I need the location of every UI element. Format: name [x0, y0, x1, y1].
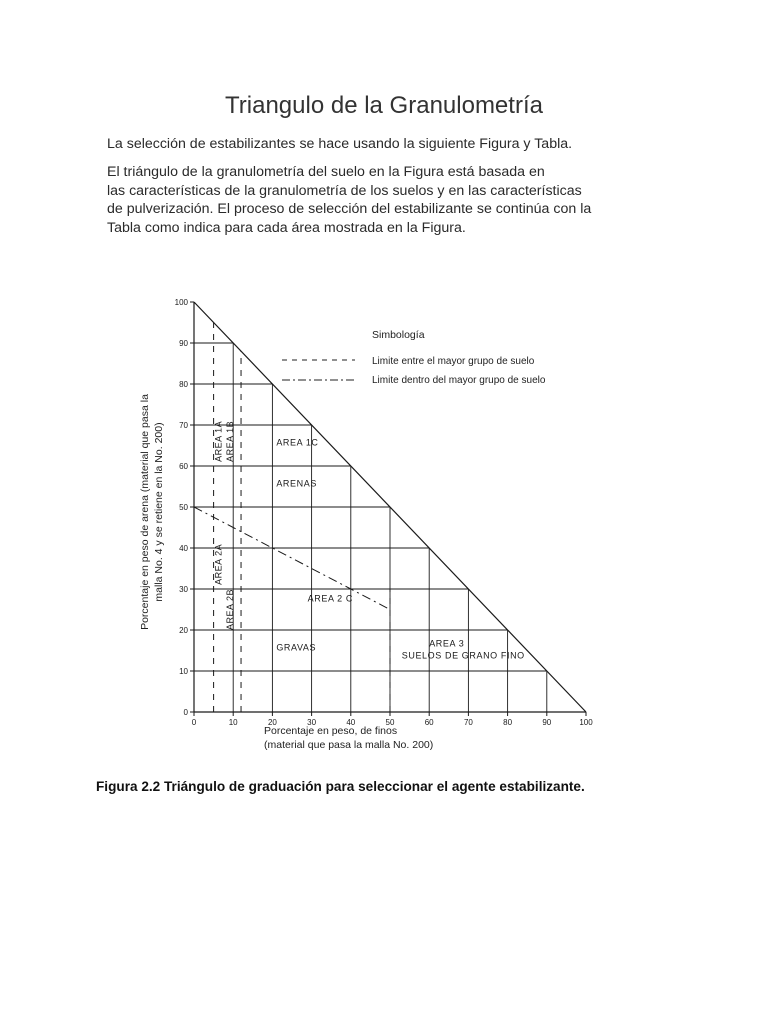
legend-title: Simbología [372, 329, 425, 341]
area-label: AREA 1C [276, 437, 319, 448]
intro-paragraph [107, 135, 667, 154]
area-boundaries [194, 323, 390, 713]
y-tick-label: 30 [179, 585, 188, 594]
x-tick-label: 90 [542, 718, 552, 727]
x-tick-label: 20 [267, 718, 277, 727]
description-line: las características de la granulometría de los suelos y en las características [107, 182, 582, 199]
y-tick-label: 80 [179, 380, 188, 389]
y-tick-label: 40 [179, 544, 188, 553]
x-tick-label: 60 [424, 718, 434, 727]
intro-paragraph-line: La selección de estabilizantes se hace usando la siguiente Figura y Tabla. [107, 136, 573, 152]
y-tick-label: 50 [179, 503, 188, 512]
area-label: AREA 2A [213, 543, 224, 585]
area-label: AREA 2 C [307, 593, 354, 604]
x-tick-label: 30 [307, 718, 317, 727]
y-axis-title-line: Porcentaje en peso de arena (material que pasa la [139, 394, 151, 630]
x-axis-title-line: Porcentaje en peso, de finos [264, 725, 398, 737]
description-line: El triángulo de la granulometría del suelo en la Figura está basada en [107, 164, 545, 180]
y-tick-label: 90 [179, 339, 188, 348]
area-label: AREA 2B [225, 588, 236, 631]
y-axis-title-line: malla No. 4 y se retiene en la No. 200) [153, 422, 165, 602]
x-tick-label: 80 [503, 718, 513, 727]
description-paragraph [107, 163, 667, 237]
y-tick-label: 70 [179, 421, 188, 430]
x-tick-label: 100 [579, 718, 593, 727]
area-label: AREA 1A [213, 420, 224, 462]
area-label: AREA 3 [429, 638, 465, 649]
x-tick-label: 0 [191, 718, 197, 727]
x-tick-label: 40 [346, 718, 356, 727]
y-tick-label: 60 [179, 462, 188, 471]
y-tick-label: 0 [183, 708, 188, 717]
area-label: GRAVAS [276, 642, 317, 653]
y-tick-label: 20 [179, 626, 188, 635]
legend [282, 329, 546, 386]
area-labels [213, 421, 524, 661]
area-label: SUELOS DE GRANO FINO [401, 650, 525, 661]
x-axis-title-line: (material que pasa la malla No. 200) [264, 739, 434, 751]
area-label: AREA 1B [225, 420, 236, 462]
description-line: Tabla como indica para cada área mostrada en la Figura. [107, 219, 466, 236]
y-axis-title [139, 394, 165, 630]
page-title: Triangulo de la Granulometría [225, 92, 543, 119]
granulometry-triangle-chart [90, 275, 610, 765]
area-label: ARENAS [276, 478, 317, 489]
y-tick-label: 100 [174, 298, 188, 307]
figure-caption: Figura 2.2 Triángulo de graduación para seleccionar el agente estabilizante. [96, 779, 585, 794]
y-tick-label: 10 [179, 667, 188, 676]
description-line: de pulverización. El proceso de selección del estabilizante se continúa con la [107, 201, 592, 217]
x-tick-label: 70 [463, 718, 473, 727]
x-tick-label: 10 [228, 718, 238, 727]
legend-item-label: Limite entre el mayor grupo de suelo [372, 356, 535, 367]
legend-item-label: Limite dentro del mayor grupo de suelo [372, 375, 546, 386]
x-tick-label: 50 [385, 718, 395, 727]
